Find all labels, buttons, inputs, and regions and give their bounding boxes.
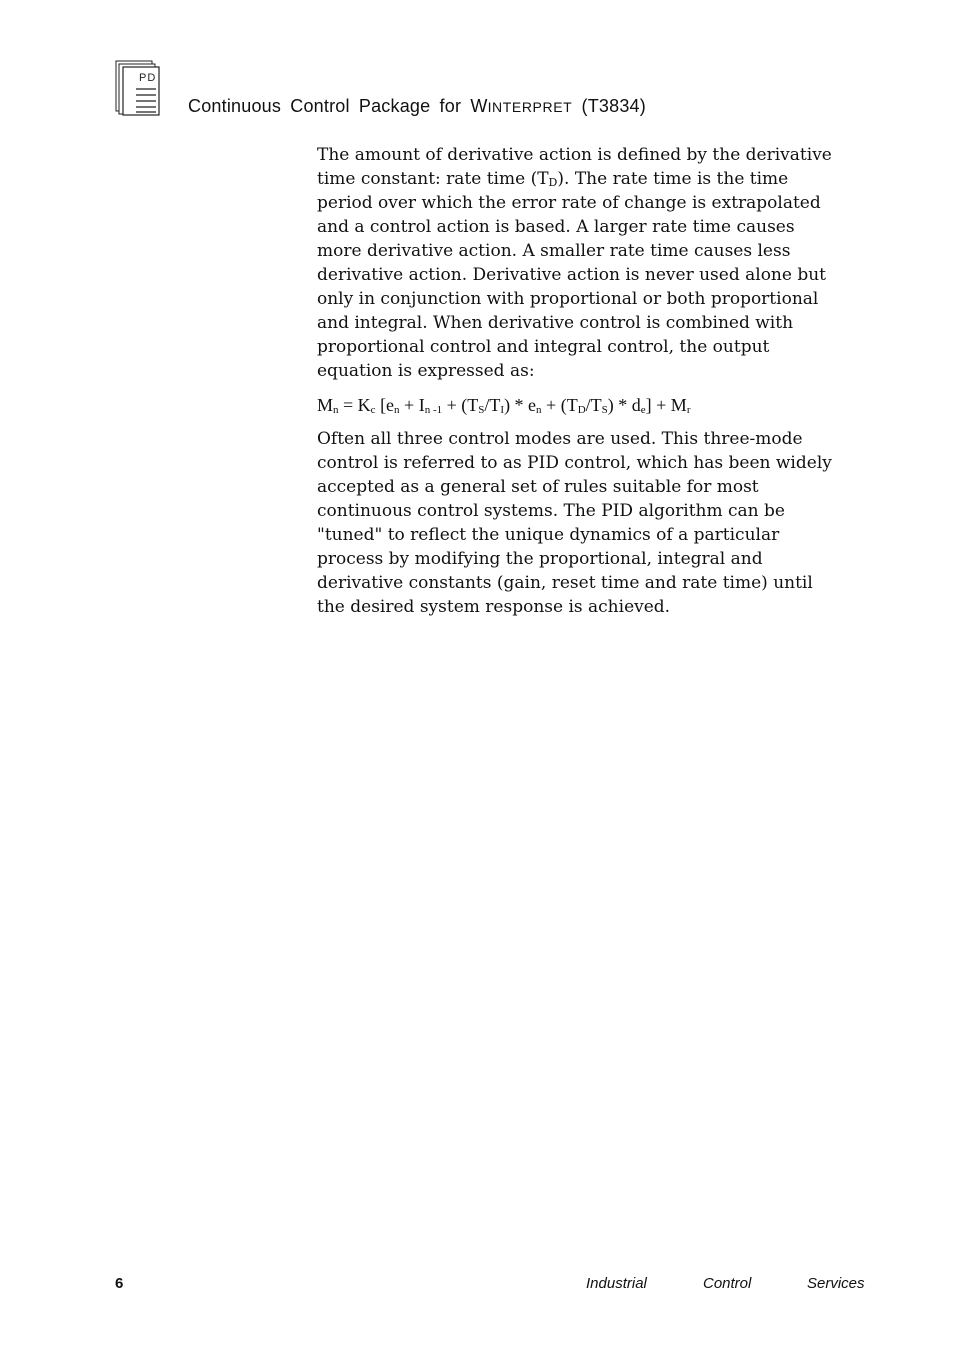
header-title-suffix: (T3834) (572, 96, 646, 116)
pd-logo-icon (115, 60, 161, 116)
footer-company-word: Services (807, 1275, 865, 1292)
header-brand-rest: INTERPRET (487, 99, 573, 115)
eq-subscript: D (577, 404, 586, 416)
eq-term: ] + M (645, 395, 687, 415)
output-equation (317, 393, 837, 417)
paragraph-derivative-action (317, 143, 837, 383)
eq-subscript: n (394, 404, 400, 416)
paragraph-text: The amount of derivative action is defined by the derivative time constant: rate time (T (317, 145, 832, 189)
header-brand-initial: W (470, 96, 488, 116)
eq-subscript: n (333, 404, 339, 416)
page-header-title (188, 96, 646, 117)
eq-term: + I (399, 395, 425, 415)
eq-term: + (T (541, 395, 578, 415)
eq-subscript: e (640, 404, 646, 416)
header-title-prefix: Continuous Control Package for (188, 96, 471, 116)
footer-company-word: Control (703, 1275, 752, 1292)
footer-company-word: Industrial (586, 1275, 647, 1292)
eq-term: /T (585, 395, 602, 415)
eq-subscript: I (500, 404, 505, 416)
eq-subscript: n (536, 404, 542, 416)
pd-logo-text: PD (139, 72, 157, 84)
paragraph-text: ). The rate time is the time period over which the error rate of change is extrapolated and a control action is based. A larger rate time causes more derivative action. A smaller rate time causes less derivative action. Derivative action is never used alone but only in conjunction with proportional or both proportional and integral. When derivative control is combined with proportional control and integral control, the output equation is expressed as: (317, 169, 827, 381)
eq-term: /T (484, 395, 501, 415)
eq-subscript: c (370, 404, 376, 416)
eq-subscript: S (478, 404, 485, 416)
eq-term: ) * d (607, 395, 641, 415)
page-number: 6 (115, 1275, 124, 1292)
eq-subscript: S (601, 404, 608, 416)
eq-term: [e (375, 395, 395, 415)
eq-term: M (317, 395, 334, 415)
eq-term: ) * e (504, 395, 537, 415)
eq-term: + (T (442, 395, 479, 415)
subscript: D (548, 176, 558, 189)
eq-subscript: r (686, 404, 691, 416)
eq-term: = K (338, 395, 371, 415)
paragraph-pid-control: Often all three control modes are used. This three-mode control is referred to as PID control, which has been widely accepted as a general set of rules suitable for most continuous control systems. The PID algorithm can be "tuned" to reflect the unique dynamics of a particular process by modifying the proportional, integral and derivative constants (gain, reset time and rate time) until the desired system response is achieved. (317, 429, 832, 617)
eq-subscript: n -1 (424, 404, 443, 416)
main-content (317, 143, 837, 619)
